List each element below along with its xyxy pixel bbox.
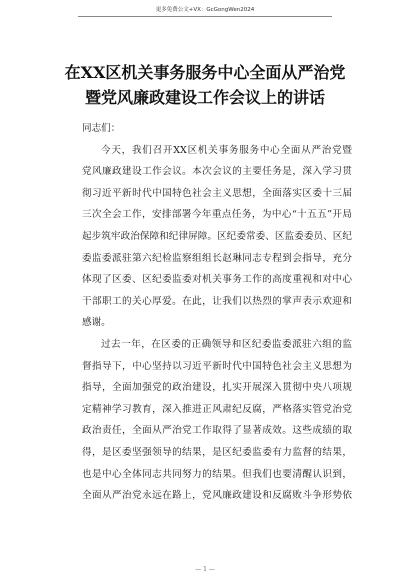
paragraph-line: 今天，我们召开XX区机关事务服务中心全面从严治党暨 [101,144,352,156]
paragraph-line: 干部职工的关心厚爱。在此，让我们以热烈的掌声表示欢迎和 [82,295,352,307]
document-body [82,118,352,507]
paragraph-line: 也是中心全体同志共同努力的结果。但我们也要清醒认识到， [82,468,352,480]
paragraph-line: 政治责任，全面从严治党工作取得了显著成效。这些成绩的取 [82,425,352,437]
title-line-1: 在XX区机关事务服务中心全面从严治党 [64,63,346,82]
paragraph-line: 起步筑牢政治保障和纪律屏障。区纪委常委、区监委委员、区纪 [82,230,352,242]
paragraph-line: 委监委派驻第六纪检监察组组长赵琳同志专程到会指导，充分 [82,252,352,264]
paragraph-line: 定精神学习教育，深入推进正风肃纪反腐，严格落实管党治党 [82,403,352,415]
page-number: — 1 — [195,566,215,573]
paragraph-line: 体现了区委、区纪委监委对机关事务工作的高度重视和对中心 [82,274,352,286]
header-note: 更多免费公文+VX：GcGongWen2024 [155,7,255,13]
paragraph-line: 党风廉政建设工作会议。本次会议的主要任务是，深入学习贯 [82,166,352,178]
salutation: 同志们： [82,123,121,134]
title-line-2: 暨党风廉政建设工作会议上的讲话 [84,88,325,107]
header-divider [78,16,332,17]
paragraph-line: 全面从严治党永远在路上，党风廉政建设和反腐败斗争形势依 [82,490,352,502]
paragraph-line: 过去一年，在区委的正确领导和区纪委监委派驻六组的监 [101,338,352,350]
paragraph-2 [82,334,352,507]
paragraph-line: 得，是区委坚强领导的结果，是区纪委监委有力监督的结果， [82,446,352,458]
paragraph-line: 彻习近平新时代中国特色社会主义思想，全面落实区委十三届 [82,187,352,199]
document-title [40,60,370,110]
paragraph-line: 指导，全面加强党的政治建设，扎实开展深入贯彻中央八项规 [82,382,352,394]
paragraph-line: 督指导下，中心坚持以习近平新时代中国特色社会主义思想为 [82,360,352,372]
paragraph-line: 三次全会工作，安排部署今年重点任务，为中心“十五五”开局 [82,209,352,221]
paragraph-1 [82,140,352,334]
paragraph-line: 感谢。 [82,317,111,329]
